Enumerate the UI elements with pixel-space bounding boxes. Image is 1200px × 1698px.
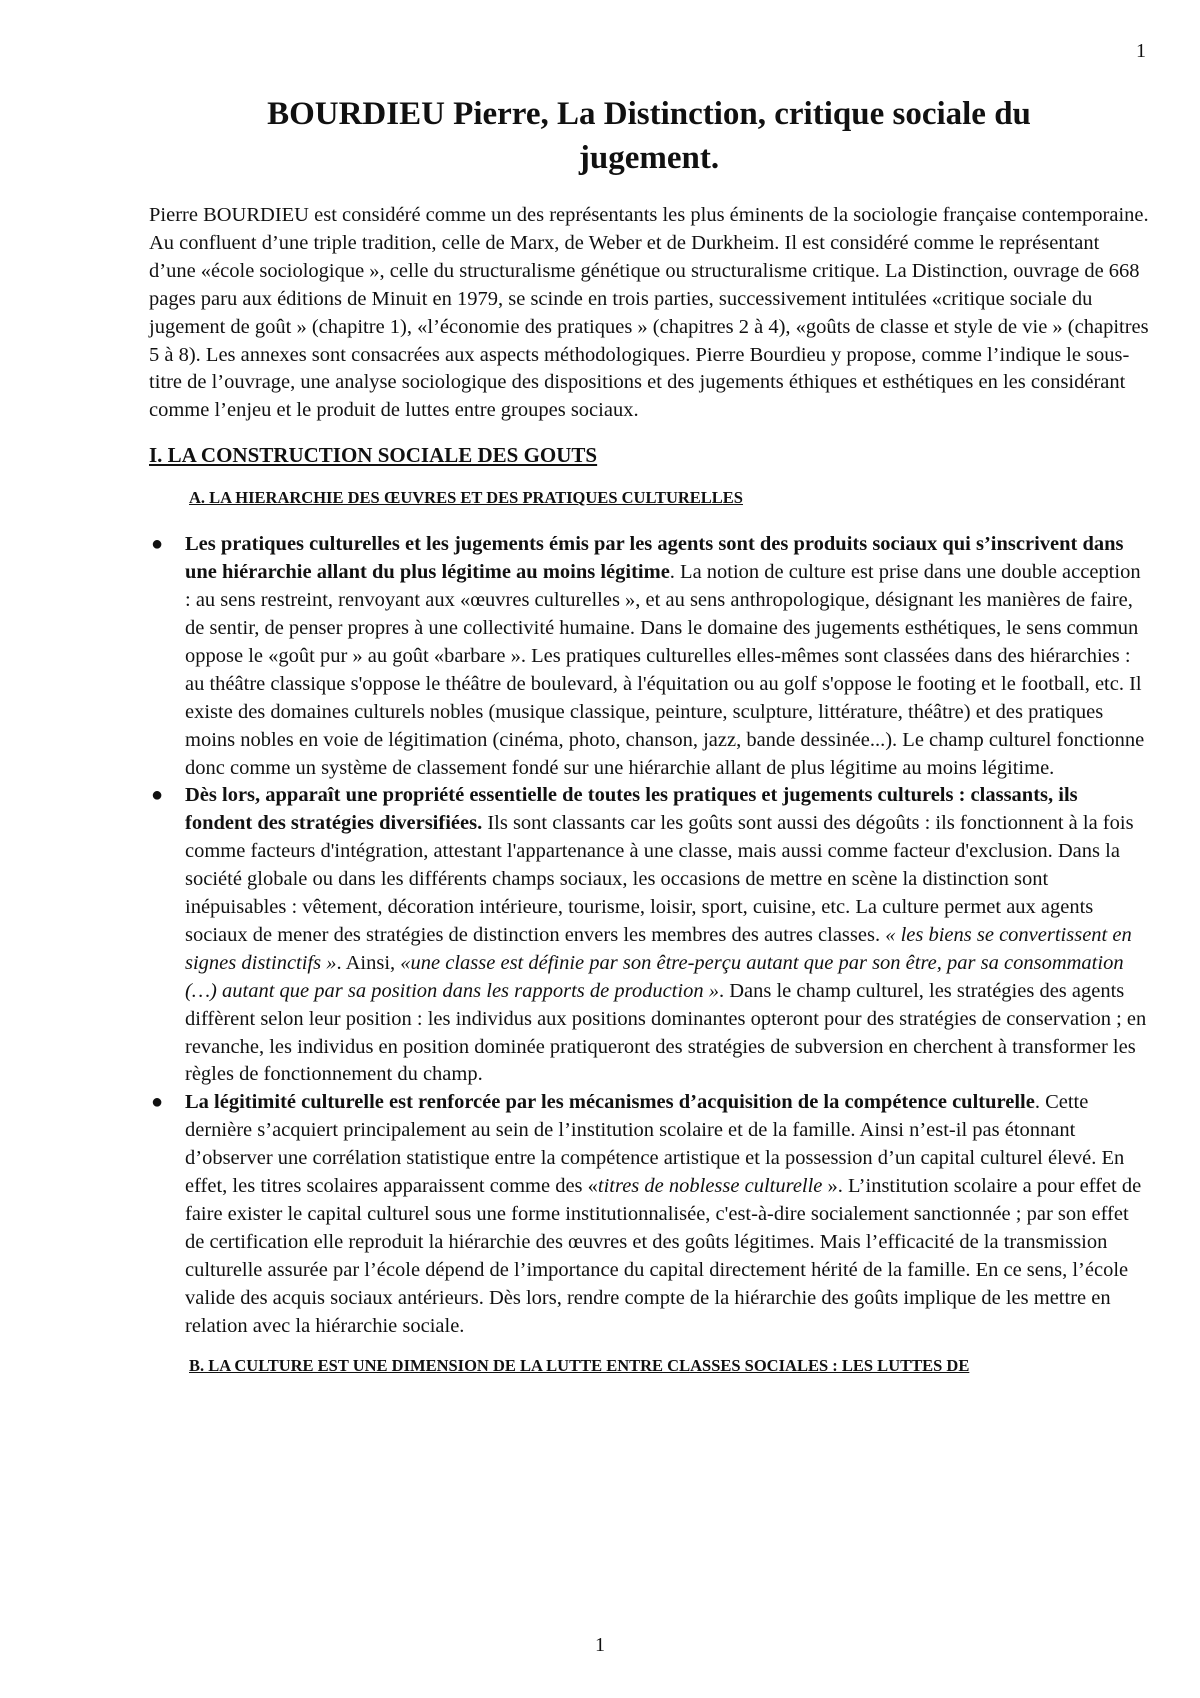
bullet-3-text-2: ». L’institution scolaire a pour effet de faire exister le capital culturel sous une forme institutionnalisée, c'est-à-dire socialement sanctionnée ; par son effet de certification elle reproduit la hiérarchie des œuvres et des goûts légitimes. Mais l’efficacité de la transmission culturelle assurée par l’école dépend de l’importance du capital directement hérité de la famille. En ce sens, l’école valide des acquis sociaux antérieurs. Dès lors, rendre compte de la hiérarchie des goûts implique de les mettre en relation avec la hiérarchie sociale. <box>185 1175 1142 1337</box>
subsection-heading-a: A. LA HIERARCHIE DES ŒUVRES ET DES PRATIQUES CULTURELLES <box>189 488 743 508</box>
bullet-2-text-1: Ils sont classants car les goûts sont aussi des dégoûts : ils fonctionnent à la fois comme facteurs d'intégration, attestant l'appartenance à une classe, mais aussi comme facteur d'exclusion. Dans la société globale ou dans les différents champs sociaux, les occasions de mettre en scène la distinction sont inépuisables : vêtement, décoration intérieure, tourisme, loisir, sport, cuisine, etc. La culture permet aux agents sociaux de mener des stratégies de distinction envers les membres des autres classes. <box>185 812 1134 946</box>
list-item <box>149 531 1149 782</box>
bullet-3-quote: titres de noblesse culturelle <box>597 1175 823 1198</box>
document-title <box>149 92 1149 180</box>
bullet-icon: ● <box>151 1091 164 1114</box>
bullet-icon: ● <box>151 784 164 807</box>
list-item <box>149 1089 1149 1340</box>
subsection-heading-b: B. LA CULTURE EST UNE DIMENSION DE LA LUTTE ENTRE CLASSES SOCIALES : LES LUTTES DE <box>189 1355 970 1375</box>
bullet-3-bold: La légitimité culturelle est renforcée par les mécanismes d’acquisition de la compétence culturelle <box>185 1091 1035 1114</box>
section-heading-1: I. LA CONSTRUCTION SOCIALE DES GOUTS <box>149 443 598 468</box>
list-item <box>149 782 1149 1089</box>
bullet-3-text-1: . Cette dernière s’acquiert principalement au sein de l’institution scolaire et de la famille. Ainsi n’est-il pas étonnant d’observer une corrélation statistique entre la compétence artistique et la possession d’un capital culturel élevé. En effet, les titres scolaires apparaissent comme des « <box>185 1091 1125 1198</box>
bullet-2-bold: Dès lors, apparaît une propriété essentielle de toutes les pratiques et jugements culturels : classants, ils fondent des stratégies diversifiées. <box>185 784 1078 835</box>
bullet-2-quote-2: «une classe est définie par son être-perçu autant que par son être, par sa consommation (…) autant que par sa position dans les rapports de production » <box>185 951 1124 1002</box>
intro-paragraph: Pierre BOURDIEU est considéré comme un des représentants les plus éminents de la sociologie française contemporaine. Au confluent d’une triple tradition, celle de Marx, de Weber et de Durkheim. Il est considéré comme le représentant d’une «école sociologique », celle du structuralisme génétique ou structuralisme critique. La Distinction, ouvrage de 668 pages paru aux éditions de Minuit en 1979, se scinde en trois parties, successivement intitulées «critique sociale du jugement de goût » (chapitre 1), «l’économie des pratiques » (chapitres 2 à 4), «goûts de classe et style de vie » (chapitres 5 à 8). Les annexes sont consacrées aux aspects méthodologiques. Pierre Bourdieu y propose, comme l’indique le sous-titre de l’ouvrage, une analyse sociologique des dispositions et des jugements éthiques et esthétiques en les considérant comme l’enjeu et le produit de luttes entre groupes sociaux. <box>149 204 1149 422</box>
bullet-icon: ● <box>151 533 164 556</box>
bullet-1-text: . La notion de culture est prise dans une double acception : au sens restreint, renvoyant aux «œuvres culturelles », et au sens anthropologique, désignant les manières de faire, de sentir, de penser propres à une collectivité humaine. Dans le domaine des jugements esthétiques, le sens commun oppose le «goût pur » au goût «barbare ». Les pratiques culturelles elles-mêmes sont classées dans des hiérarchies : au théâtre classique s'oppose le théâtre de boulevard, à l'équitation ou au golf s'oppose le footing et le football, etc. Il existe des domaines culturels nobles (musique classique, peinture, sculpture, littérature, théâtre) et des pratiques moins nobles en voie de légitimation (cinéma, photo, chanson, jazz, bande dessinée...). Le champ culturel fonctionne donc comme un système de classement fondé sur une hiérarchie allant de plus légitime au moins légitime. <box>185 561 1145 779</box>
bullet-list <box>149 531 1149 1340</box>
title-line-2: jugement. <box>578 140 720 176</box>
page-number-bottom: 1 <box>595 1634 605 1656</box>
page-number-top: 1 <box>1136 40 1146 62</box>
bullet-2-quote-1: « les biens se convertissent en signes distinctifs » <box>185 923 1132 974</box>
document-body <box>149 92 1149 1377</box>
bullet-1-bold: Les pratiques culturelles et les jugements émis par les agents sont des produits sociaux qui s’inscrivent dans une hiérarchie allant du plus légitime au moins légitime <box>185 533 1124 584</box>
bullet-2-text-2: . Ainsi, <box>336 951 401 974</box>
bullet-2-text-3: . Dans le champ culturel, les stratégies des agents diffèrent selon leur position : les individus aux positions dominantes opteront pour des stratégies de conservation ; en revanche, les individus en position dominée pratiqueront des stratégies de subversion en cherchent à transformer les règles de fonctionnement du champ. <box>185 979 1147 1086</box>
title-line-1: BOURDIEU Pierre, La Distinction, critique sociale du <box>267 96 1031 132</box>
